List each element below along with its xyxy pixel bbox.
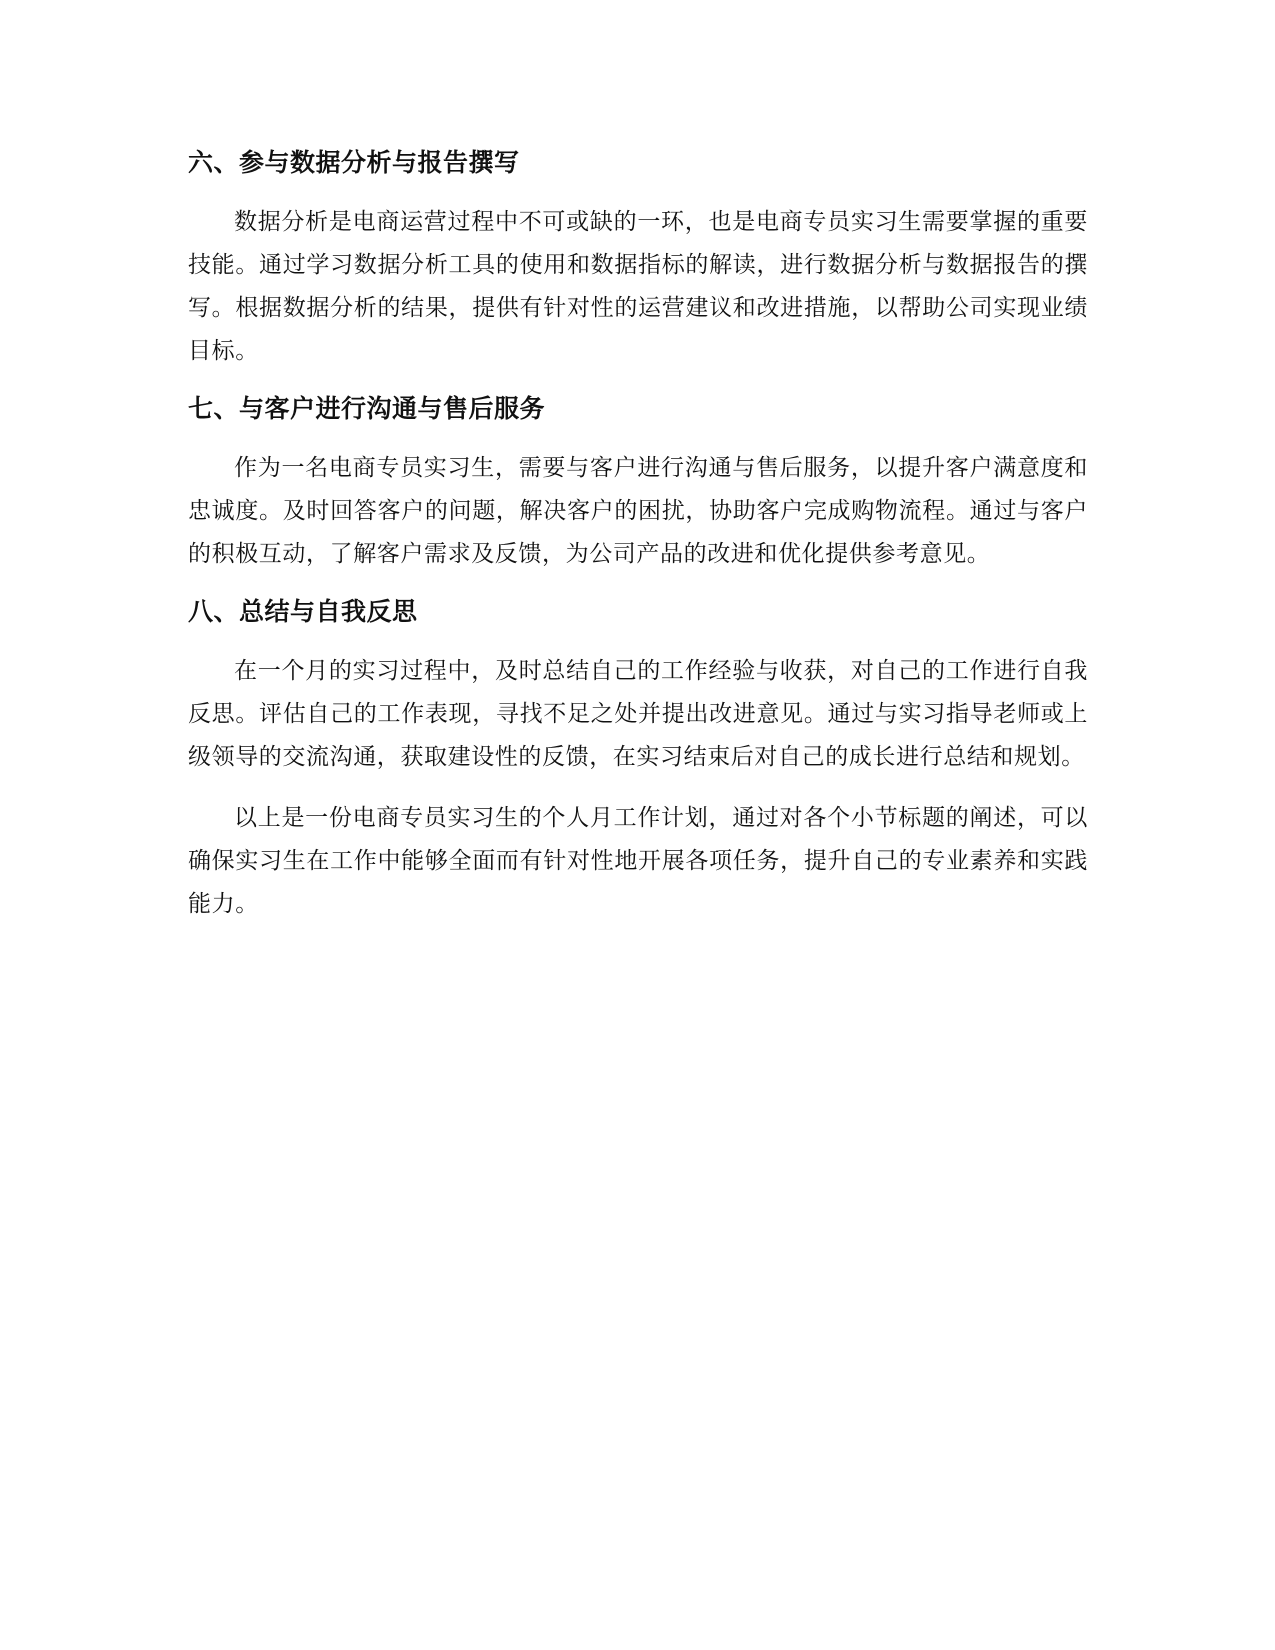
section-paragraph: 在一个月的实习过程中，及时总结自己的工作经验与收获，对自己的工作进行自我反思。评估自己的工作表现，寻找不足之处并提出改进意见。通过与实习指导老师或上级领导的交流沟通，获取建设性的反馈，在实习结束后对自己的成长进行总结和规划。 xyxy=(188,658,1088,770)
document-body xyxy=(188,145,1088,944)
section-heading: 七、与客户进行沟通与售后服务 xyxy=(188,394,546,423)
section-heading: 八、总结与自我反思 xyxy=(188,597,418,626)
section-summary-reflection xyxy=(188,594,1088,779)
section-paragraph: 数据分析是电商运营过程中不可或缺的一环，也是电商专员实习生需要掌握的重要技能。通过学习数据分析工具的使用和数据指标的解读，进行数据分析与数据报告的撰写。根据数据分析的结果，提供有针对性的运营建议和改进措施，以帮助公司实现业绩目标。 xyxy=(188,209,1088,364)
section-data-analysis xyxy=(188,145,1088,373)
section-customer-service xyxy=(188,391,1088,576)
section-paragraph: 作为一名电商专员实习生，需要与客户进行沟通与售后服务，以提升客户满意度和忠诚度。及时回答客户的问题，解决客户的困扰，协助客户完成购物流程。通过与客户的积极互动，了解客户需求及反馈，为公司产品的改进和优化提供参考意见。 xyxy=(188,455,1088,567)
section-heading: 六、参与数据分析与报告撰写 xyxy=(188,148,520,177)
conclusion-paragraph: 以上是一份电商专员实习生的个人月工作计划，通过对各个小节标题的阐述，可以确保实习生在工作中能够全面而有针对性地开展各项任务，提升自己的专业素养和实践能力。 xyxy=(188,805,1088,917)
